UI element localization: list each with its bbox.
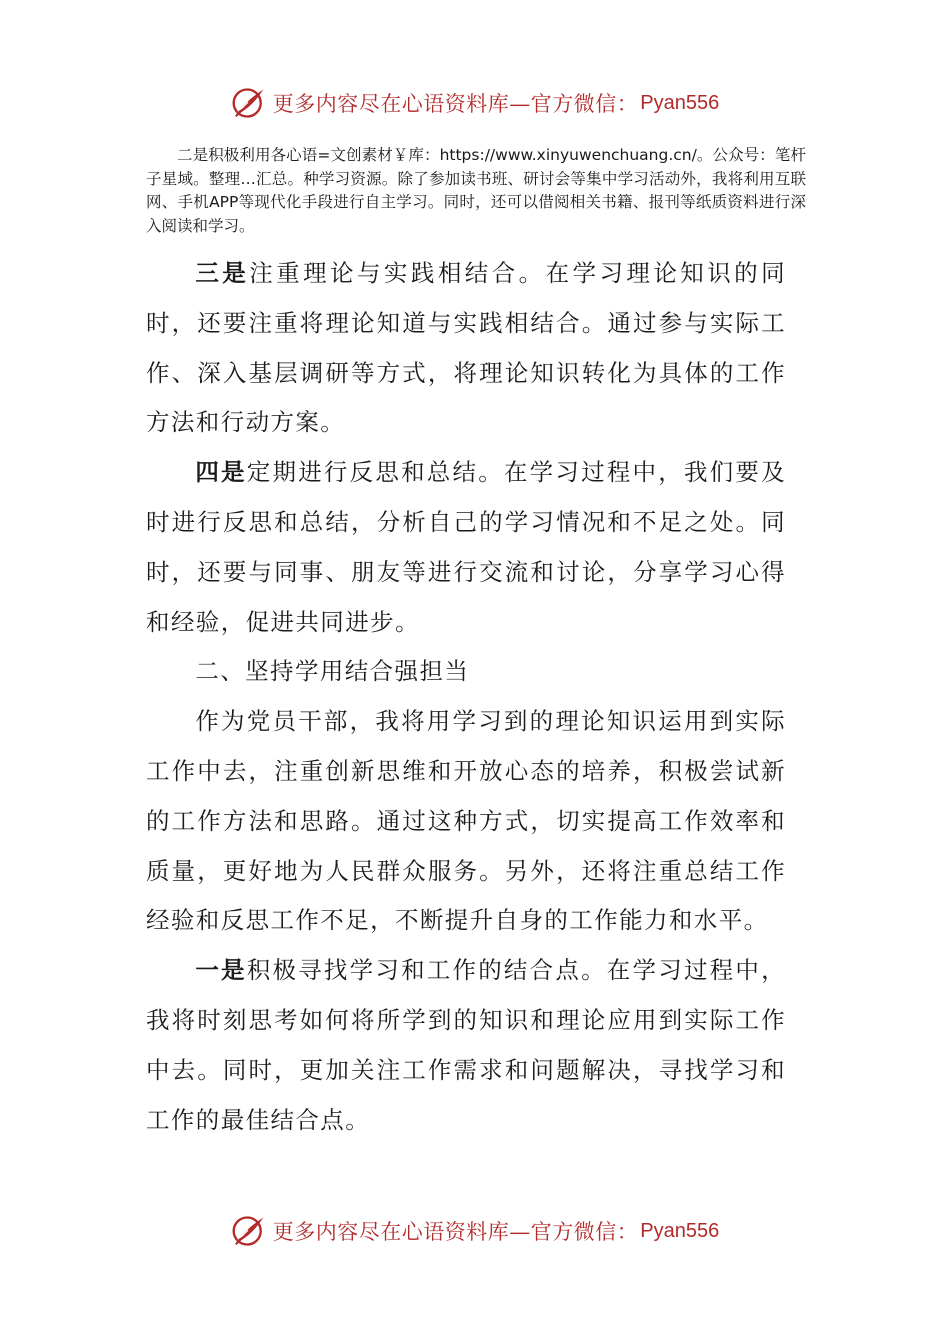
paragraph-three-text: 注重理论与实践相结合。在学习理论知识的同时，还要注重将理论知道与实践相结合。通过参与实际工作、深入基层调研等方式，将理论知识转化为具体的工作方法和行动方案。 — [146, 259, 786, 437]
paragraph-four — [146, 448, 786, 647]
paragraph-one-lead: 一是 — [195, 956, 247, 985]
footer-watermark-banner — [0, 1208, 950, 1254]
intro-paragraph — [146, 144, 806, 238]
header-watermark-banner — [0, 80, 950, 126]
quill-logo-icon — [231, 1213, 267, 1249]
paragraph-section-intro — [146, 697, 786, 946]
paragraph-four-lead: 四是 — [195, 458, 247, 487]
header-banner-text: 更多内容尽在心语资料库—官方微信： — [272, 92, 639, 116]
header-banner-wechat-id: Pyan556 — [640, 91, 720, 114]
intro-paragraph-text: 二是积极利用各心语=文创素材￥库：https://www.xinyuwenchuang.cn/。公众号：笔杆子星域。整理…汇总。种学习资源。除了参加读书班、研讨会等集中学习活动外，我将利用互联网、手机APP等现代化手段进行自主学习。同时，还可以借阅相关书籍、报刊等纸质资料进行深入阅读和学习。 — [146, 146, 806, 235]
section-heading-text: 二、坚持学用结合强担当 — [195, 657, 470, 686]
document-body — [146, 249, 786, 1145]
footer-banner-wechat-id: Pyan556 — [640, 1219, 720, 1242]
paragraph-three — [146, 249, 786, 448]
paragraph-three-lead: 三是 — [195, 259, 250, 287]
quill-logo-icon — [231, 85, 267, 121]
paragraph-four-text: 定期进行反思和总结。在学习过程中，我们要及时进行反思和总结，分析自己的学习情况和不足之处。同时，还要与同事、朋友等进行交流和讨论，分享学习心得和经验，促进共同进步。 — [146, 458, 786, 636]
paragraph-section-intro-text: 作为党员干部，我将用学习到的理论知识运用到实际工作中去，注重创新思维和开放心态的培养，积极尝试新的工作方法和思路。通过这种方式，切实提高工作效率和质量，更好地为人民群众服务。另外，还将注重总结工作经验和反思工作不足，不断提升自身的工作能力和水平。 — [146, 707, 786, 935]
footer-banner-text: 更多内容尽在心语资料库—官方微信： — [272, 1220, 639, 1244]
paragraph-one — [146, 946, 786, 1145]
section-heading — [146, 647, 786, 697]
paragraph-one-text: 积极寻找学习和工作的结合点。在学习过程中，我将时刻思考如何将所学到的知识和理论应用到实际工作中去。同时，更加关注工作需求和问题解决，寻找学习和工作的最佳结合点。 — [146, 956, 786, 1134]
